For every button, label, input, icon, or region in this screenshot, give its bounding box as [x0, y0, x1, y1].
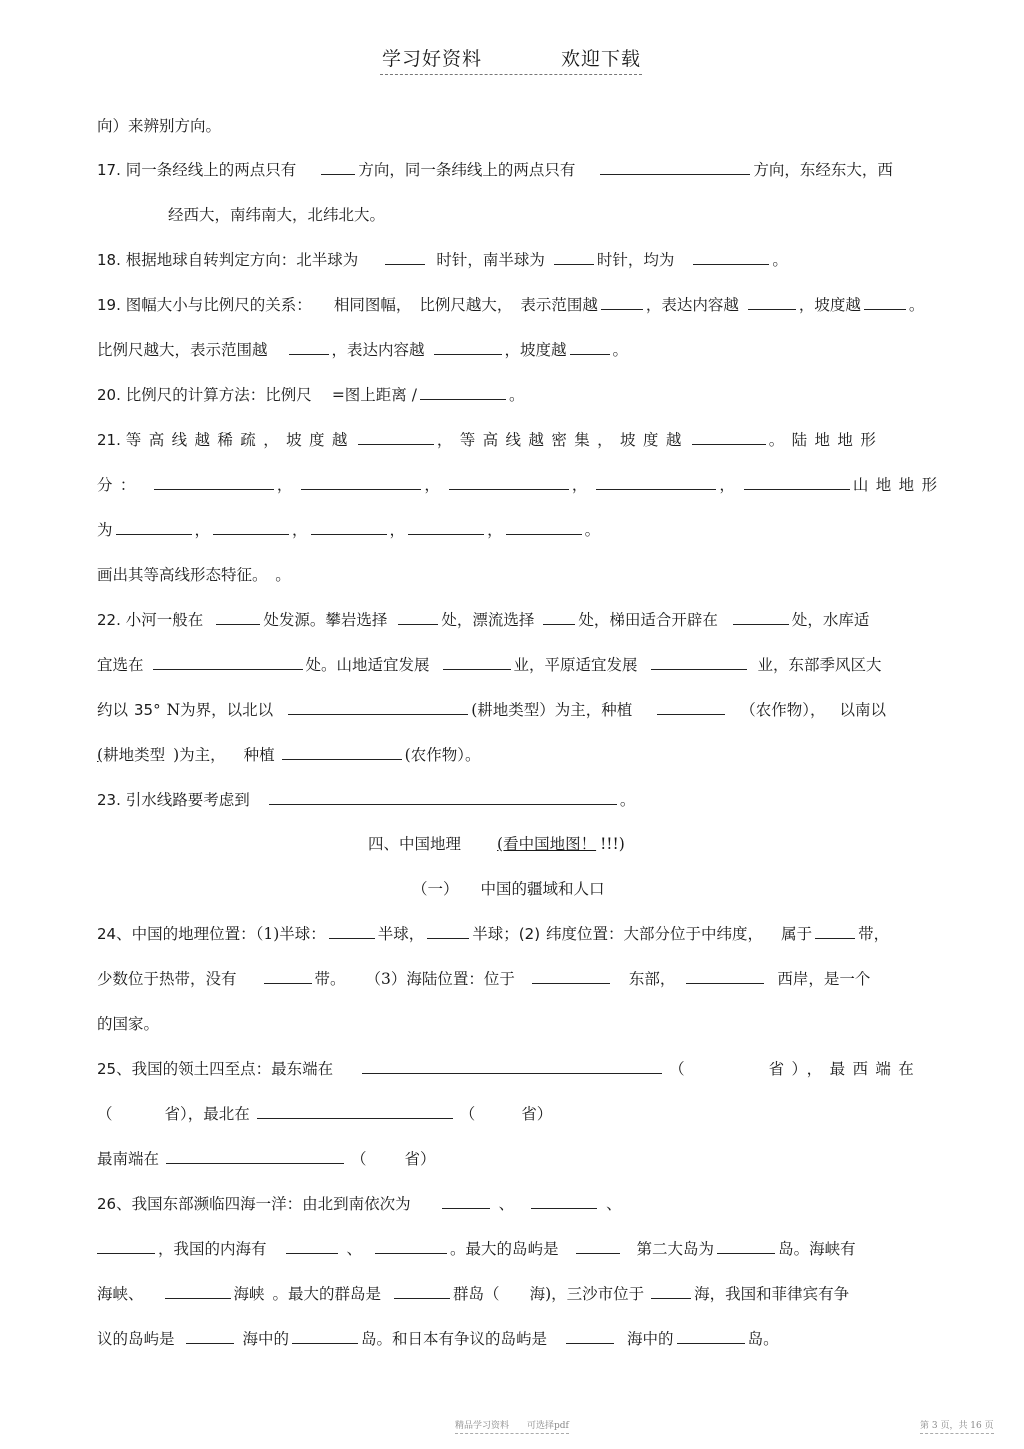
line-text: 半球， — [377, 925, 425, 943]
answer-blank[interactable] — [166, 1149, 344, 1164]
line-text: 海峡、 — [97, 1285, 144, 1303]
line-text: N为界，以北以 — [166, 701, 274, 719]
line-text: 中国的疆域和人口 — [480, 880, 605, 898]
question-18 — [97, 248, 788, 270]
line-text: 属于 — [781, 925, 813, 943]
question-number: 25 — [97, 1060, 117, 1078]
answer-blank[interactable] — [717, 1239, 775, 1254]
line-text: 。陆地地形 — [768, 431, 884, 449]
question-number: 21. — [97, 431, 121, 449]
header-left-text: 学习好资料 — [382, 48, 483, 70]
line-text: 处，水库适 — [791, 611, 870, 629]
answer-blank[interactable] — [292, 1329, 358, 1344]
answer-blank[interactable] — [864, 295, 906, 310]
line-text: 引水线路要考虑到 — [125, 791, 250, 809]
line-text: 省） — [404, 1150, 436, 1168]
line-text: 为 — [97, 521, 113, 539]
answer-blank[interactable] — [154, 475, 274, 490]
line-text: !!!) — [600, 835, 625, 853]
line-text: 、我国的领土四至点：最东端在 — [116, 1060, 334, 1078]
line-text: ， — [276, 476, 293, 494]
line-text: 图幅大小与比例尺的关系： — [125, 296, 312, 314]
question-21 — [97, 428, 883, 450]
answer-blank[interactable] — [311, 520, 387, 535]
line-text: 。 — [584, 521, 601, 539]
line-text: 时针，均为 — [596, 251, 675, 269]
line-text: ，我国的内海有 — [158, 1240, 267, 1258]
line-text: （ — [97, 1105, 113, 1123]
answer-blank[interactable] — [398, 610, 438, 625]
text-line — [97, 114, 221, 136]
line-text: 经西大，南纬南大，北纬北大。 — [168, 206, 386, 224]
line-text: ，等高线越密集，坡度越 — [436, 431, 689, 449]
line-text: 岛。 — [747, 1330, 779, 1348]
line-text: 省） — [521, 1105, 553, 1123]
line-text: 。最大的群岛是 — [272, 1285, 382, 1303]
line-text: ，坡度越 — [504, 341, 567, 359]
question-number: 22. — [97, 611, 121, 629]
line-text: 西岸，是一个 — [777, 970, 871, 988]
line-text: 纬度位置：大部分位于中纬度， — [546, 925, 764, 943]
line-text: ，坡度越 — [798, 296, 861, 314]
line-text: 处。山地适宜发展 — [305, 656, 430, 674]
line-text: 、 — [346, 1240, 363, 1258]
line-text: 山地地形 — [852, 476, 945, 494]
line-text: 、 — [498, 1195, 515, 1213]
line-text: 方向，东经东大，西 — [753, 161, 893, 179]
line-text: 海，我国和菲律宾有争 — [694, 1285, 850, 1303]
line-text: 海峡 — [233, 1285, 265, 1303]
text-line — [168, 203, 385, 225]
line-text: (耕地类型）为主，种植 — [471, 701, 633, 719]
answer-blank[interactable] — [543, 610, 575, 625]
line-text: 海)，三沙市位于 — [529, 1285, 645, 1303]
line-text: 35° — [134, 701, 161, 719]
line-text: ( — [97, 746, 104, 764]
question-number: 17. — [97, 161, 121, 179]
answer-blank[interactable] — [213, 520, 289, 535]
line-text: （ — [459, 1105, 476, 1123]
line-text: ， — [571, 476, 588, 494]
line-text: （一） — [412, 880, 459, 898]
line-text: 处，漂流选择 — [441, 611, 535, 629]
line-text: （3）海陆位置：位于 — [365, 970, 515, 988]
line-text: 第二大岛为 — [636, 1240, 715, 1258]
answer-blank[interactable] — [408, 520, 484, 535]
page-number: 第 3 页，共 16 页 — [920, 1418, 994, 1434]
line-text: 处，梯田适合开辟在 — [578, 611, 718, 629]
line-text: (看中国地图！ — [497, 835, 597, 853]
line-text: 少数位于热带，没有 — [97, 970, 237, 988]
answer-blank[interactable] — [216, 610, 260, 625]
line-text: ，表达内容越 — [331, 341, 425, 359]
answer-blank[interactable] — [385, 250, 425, 265]
answer-blank[interactable] — [288, 700, 468, 715]
answer-blank[interactable] — [375, 1239, 447, 1254]
line-text: ，表达内容越 — [645, 296, 739, 314]
text-line — [97, 1102, 552, 1124]
text-line — [97, 1237, 856, 1259]
section-heading — [368, 832, 625, 854]
answer-blank[interactable] — [692, 430, 766, 445]
text-line — [97, 698, 886, 720]
text-line — [97, 743, 480, 765]
answer-blank[interactable] — [329, 924, 375, 939]
answer-blank[interactable] — [576, 1239, 620, 1254]
question-23 — [97, 788, 635, 810]
text-line — [97, 1147, 436, 1169]
line-text: （农作物）， — [740, 701, 826, 719]
line-text: 带， — [858, 925, 890, 943]
line-text: 处发源。攀岩选择 — [263, 611, 388, 629]
answer-blank[interactable] — [321, 160, 355, 175]
answer-blank[interactable] — [257, 1104, 453, 1119]
answer-blank[interactable] — [570, 340, 610, 355]
answer-blank[interactable] — [153, 655, 303, 670]
line-text: 海中的 — [627, 1330, 674, 1348]
answer-blank[interactable] — [748, 295, 796, 310]
line-text: 比例尺越大， — [419, 296, 513, 314]
line-text: 时针，南半球为 — [436, 251, 545, 269]
answer-blank[interactable] — [394, 1284, 450, 1299]
question-number: 24 — [97, 925, 117, 943]
line-text: 群岛（ — [453, 1285, 500, 1303]
question-number: 19. — [97, 296, 121, 314]
line-text: 省），最西端在 — [768, 1060, 922, 1078]
text-line — [97, 1327, 779, 1349]
answer-blank[interactable] — [427, 924, 469, 939]
answer-blank[interactable] — [186, 1329, 234, 1344]
line-text: )为主， — [173, 746, 226, 764]
answer-blank[interactable] — [532, 969, 610, 984]
answer-blank[interactable] — [165, 1284, 231, 1299]
question-number: 26 — [97, 1195, 117, 1213]
answer-blank[interactable] — [566, 1329, 614, 1344]
line-text: 分： — [97, 476, 143, 494]
text-line — [97, 338, 628, 360]
answer-blank[interactable] — [531, 1194, 597, 1209]
header-right-text: 欢迎下载 — [561, 48, 642, 70]
line-text: 比例尺越大，表示范围越 — [97, 341, 268, 359]
line-text: 。 — [772, 251, 788, 269]
line-text: 。 — [908, 296, 925, 314]
line-text: 相同图幅， — [333, 296, 412, 314]
question-25 — [97, 1057, 921, 1079]
line-text: 画出其等高线形态特征。 。 — [97, 566, 291, 584]
page-header — [380, 44, 642, 75]
question-number: 23. — [97, 791, 121, 809]
line-text: 四、中国地理 — [368, 835, 462, 853]
line-text: 最南端在 — [97, 1150, 160, 1168]
text-line — [97, 563, 291, 585]
answer-blank[interactable] — [815, 924, 855, 939]
line-text: 。 — [612, 341, 629, 359]
question-24 — [97, 922, 889, 944]
question-number: 20. — [97, 386, 121, 404]
question-26 — [97, 1192, 622, 1214]
line-text: 。 — [619, 791, 636, 809]
answer-blank[interactable] — [506, 520, 582, 535]
line-text: 海中的 — [242, 1330, 290, 1348]
line-text: （ — [669, 1060, 685, 1078]
answer-blank[interactable] — [449, 475, 569, 490]
answer-blank[interactable] — [442, 1194, 490, 1209]
line-text: 、 — [606, 1195, 622, 1213]
question-20 — [97, 383, 524, 405]
line-text: 根据地球自转判定方向：北半球为 — [125, 251, 359, 269]
line-text: 种植 — [243, 746, 275, 764]
answer-blank[interactable] — [358, 430, 434, 445]
line-text: ， — [389, 521, 406, 539]
line-text: 、中国的地理位置：（1)半球： — [116, 925, 326, 943]
answer-blank[interactable] — [97, 1239, 155, 1254]
answer-blank[interactable] — [554, 250, 594, 265]
answer-blank[interactable] — [269, 790, 617, 805]
text-line — [97, 653, 882, 675]
line-text: 省），最北在 — [164, 1105, 250, 1123]
question-19 — [97, 293, 924, 315]
line-text: 议的岛屿是 — [97, 1330, 175, 1348]
line-text: ， — [487, 521, 503, 539]
answer-blank[interactable] — [686, 969, 764, 984]
answer-blank[interactable] — [657, 700, 725, 715]
line-text: （ — [351, 1150, 367, 1168]
answer-blank[interactable] — [601, 295, 643, 310]
answer-blank[interactable] — [301, 475, 421, 490]
text-line — [97, 518, 600, 540]
line-text: ， — [424, 476, 440, 494]
line-text: 业，平原适宜发展 — [513, 656, 638, 674]
answer-blank[interactable] — [677, 1329, 745, 1344]
line-text: (农作物）。 — [404, 746, 481, 764]
answer-blank[interactable] — [733, 610, 789, 625]
question-22 — [97, 608, 869, 630]
answer-blank[interactable] — [282, 745, 402, 760]
line-text: 宜选在 — [97, 656, 144, 674]
line-text: 向）来辨别方向。 — [97, 117, 222, 135]
line-text: 带。 — [314, 970, 346, 988]
line-text: ， — [194, 521, 211, 539]
line-text: 岛。和日本有争议的岛屿是 — [361, 1330, 548, 1348]
text-line — [97, 1282, 849, 1304]
line-text: 。 — [508, 386, 525, 404]
answer-blank[interactable] — [600, 160, 750, 175]
answer-blank[interactable] — [651, 1284, 691, 1299]
line-text: 表示范围越 — [520, 296, 598, 314]
line-text: =图上距离 / — [331, 386, 417, 404]
line-text: 。最大的岛屿是 — [450, 1240, 559, 1258]
text-line — [97, 967, 870, 989]
line-text: 约以 — [97, 701, 129, 719]
line-text: 东部， — [628, 970, 676, 988]
text-line — [97, 473, 944, 495]
answer-blank[interactable] — [651, 655, 747, 670]
line-text: 耕地类型 — [103, 746, 166, 764]
subsection-heading — [412, 877, 605, 899]
answer-blank[interactable] — [116, 520, 192, 535]
line-text: 小河一般在 — [125, 611, 204, 629]
answer-blank[interactable] — [744, 475, 850, 490]
line-text: 岛。海峡有 — [778, 1240, 856, 1258]
answer-blank[interactable] — [420, 385, 506, 400]
line-text: (2) — [518, 925, 541, 943]
answer-blank[interactable] — [289, 340, 329, 355]
line-text: 业，东部季风区大 — [757, 656, 882, 674]
line-text: ， — [719, 476, 735, 494]
line-text: 等高线越稀疏，坡度越 — [125, 431, 355, 449]
line-text: 、我国东部濒临四海一洋：由北到南依次为 — [116, 1195, 411, 1213]
line-text: ， — [292, 521, 308, 539]
answer-blank[interactable] — [434, 340, 502, 355]
line-text: 方向，同一条纬线上的两点只有 — [358, 161, 576, 179]
answer-blank[interactable] — [264, 969, 312, 984]
question-17 — [97, 158, 893, 180]
line-text: 比例尺的计算方法：比例尺 — [125, 386, 312, 404]
answer-blank[interactable] — [443, 655, 511, 670]
answer-blank[interactable] — [286, 1239, 338, 1254]
answer-blank[interactable] — [596, 475, 716, 490]
line-text: 以南以 — [839, 701, 887, 719]
line-text: 的国家。 — [97, 1015, 160, 1033]
answer-blank[interactable] — [362, 1059, 662, 1074]
line-text: 半球； — [472, 925, 519, 943]
answer-blank[interactable] — [693, 250, 769, 265]
text-line — [97, 1012, 159, 1034]
line-text: 同一条经线上的两点只有 — [125, 161, 297, 179]
footer-watermark: 精品学习资料 可选择pdf — [455, 1418, 569, 1434]
question-number: 18. — [97, 251, 121, 269]
